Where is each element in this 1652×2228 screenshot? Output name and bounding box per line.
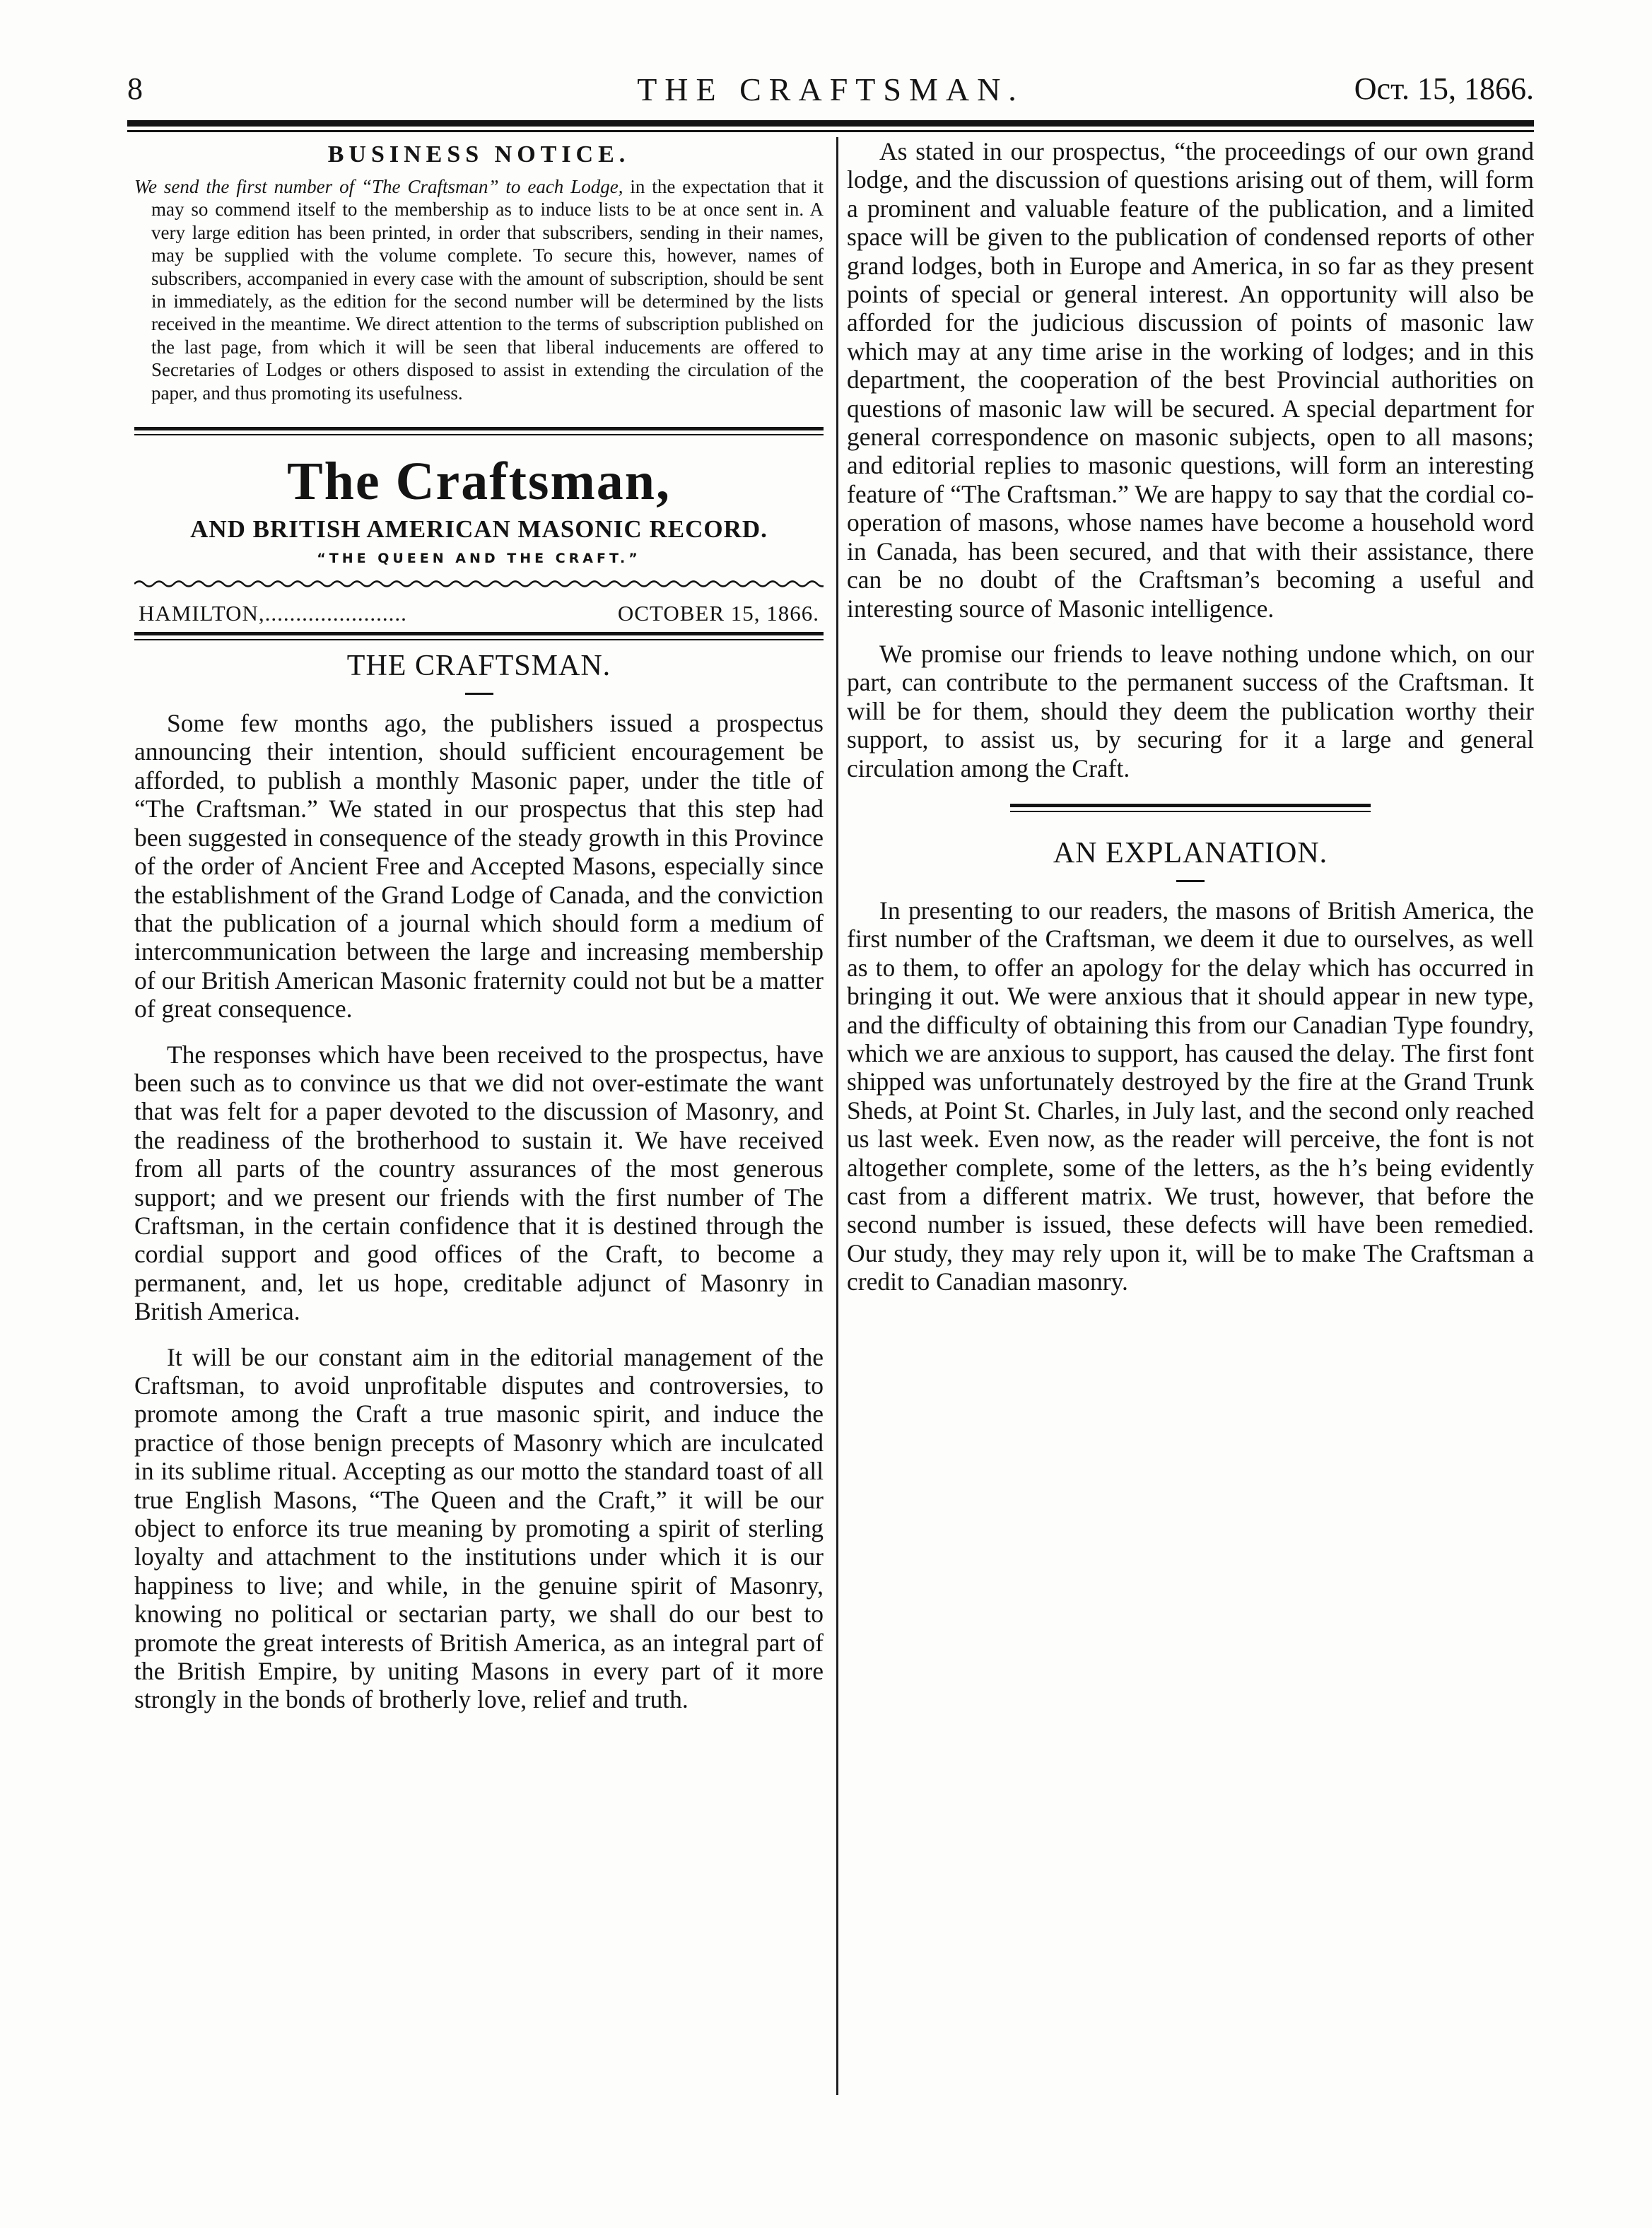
article-body-left [134, 709, 824, 1714]
article-body-explanation [847, 896, 1534, 1296]
masthead-bottom-rule [134, 632, 824, 640]
wavy-rule [134, 577, 824, 590]
paragraph: We promise our friends to leave nothing undone which, on our part, can contribute to the permanent success of the Craftsman. It will be for them, should they deem the publication worthy their support, to assist us, by securing for it a large and general circulation among the Craft. [847, 639, 1534, 782]
right-column [847, 137, 1534, 1313]
business-notice-title: BUSINESS NOTICE. [327, 141, 631, 168]
title-dash [465, 693, 493, 695]
title-dash [1176, 880, 1205, 882]
masthead-subtitle: AND BRITISH AMERICAN MASONIC RECORD. [190, 515, 768, 544]
page-number: 8 [127, 71, 143, 106]
dateline-date: OCTOBER 15, 1866. [617, 601, 819, 626]
paragraph: It will be our constant aim in the editorial management of the Craftsman, to avoid unprofitable disputes and controversies, to promote among the Craft a true masonic spirit, and induce the practice of those benign precepts of Masonry which are inculcated in its sublime ritual. Accepting as our motto the standard toast of all true English Masons, “The Queen and the Craft,” it will be our object to enforce its true meaning by promoting a spirit of sterling loyalty and attachment to the institutions under which it is our happiness to live; and while, in the genuine spirit of Masonry, knowing no political or sectarian party, we shall do our best to promote the great interests of British America, as an integral part of the British Empire, by uniting Masons in every part of it more strongly in the bonds of brotherly love, relief and truth. [134, 1342, 824, 1714]
masthead-top-rule [134, 427, 824, 435]
paragraph: In presenting to our readers, the masons of British America, the first number of the Craftsman, we deem it due to ourselves, as well as to them, to offer an apology for the delay which has occurred in bringing it out. We were anxious that it should appear in new type, and the difficulty of obtaining this from our Canadian Type foundry, which we are anxious to support, has caused the delay. The first font shipped was unfortunately destroyed by the fire at the Grand Trunk Sheds, at Point St. Charles, in July last, and the second only reached us last week. Even now, as the reader will perceive, the font is not altogether complete, some of the letters, as the h’s being evidently cast from a different matrix. We trust, however, that before the second number is issued, these defects will have been remedied. Our study, they may rely upon it, will be to make The Craftsman a credit to Canadian masonry. [847, 896, 1534, 1296]
masthead-motto: “THE QUEEN AND THE CRAFT.” [317, 551, 641, 567]
dateline [139, 601, 819, 626]
paragraph: Some few months ago, the publishers issued a prospectus announcing their intention, should sufficient encouragement be afforded, to publish a monthly Masonic paper, under the title of “The Craftsman.” We stated in our prospectus that this step had been suggested in consequence of the steady growth in this Province of the order of Ancient Free and Accepted Masons, especially since the establishment of the Grand Lodge of Canada, and the conviction that the publication of a journal which should form a medium of intercommunication between the large and increasing membership of our British American Masonic fraternity could not but be a matter of great consequence. [134, 709, 824, 1024]
column-divider [836, 137, 838, 2095]
running-head-date: Ocт. 15, 1866. [1354, 71, 1534, 106]
running-head-title: THE CRAFTSMAN. [637, 71, 1024, 107]
paragraph: The responses which have been received to the prospectus, have been such as to convince us that we did not over-estimate the want that was felt for a paper devoted to the discussion of Masonry, and the readiness of the brotherhood to sustain it. We have received from all parts of the country assurances of the most generous support; and we present our friends with the first number of The Craftsman, in the certain confidence that it is destined through the cordial support and good offices of the Craft, to become a permanent, and, let us hope, creditable adjunct of Masonry in British America. [134, 1040, 824, 1326]
header-rule [127, 120, 1534, 127]
business-notice-text: in the expectation that it may so commend itself to the membership as to induce lists to be at once sent in. A very large edition has been printed, in order that subscribers, sending in their names, may be supplied with the volume complete. To secure this, however, names of subscribers, accompanied in every case with the amount of subscription, should be sent in immediately, as the edition for the second number will be determined by the lists received in the meantime. We direct attention to the terms of subscription published on the last page, from which it will be seen that liberal inducements are offered to Secretaries of Lodges or others disposed to assist in extending the circulation of the paper, and thus promoting its usefulness. [151, 176, 824, 404]
article-title-craftsman: THE CRAFTSMAN. [346, 650, 611, 683]
article-title-explanation: AN EXPLANATION. [1053, 836, 1328, 869]
business-notice-body [134, 175, 824, 404]
left-column [134, 137, 824, 1714]
paragraph: As stated in our prospectus, “the proceedings of our own grand lodge, and the discussion of questions arising out of them, will form a prominent and valuable feature of the publication, and a limited space will be given to the publication of condensed reports of other grand lodges, both in Europe and America, in so far as they present points of special or general interest. An opportunity will also be afforded for the judicious discussion of points of masonic law which may at any time arise in the working of lodges; and in this department, the cooperation of the best Provincial authorities on questions of masonic law will be secured. A special department for general correspondence on masonic subjects, open to all masons; and editorial replies to masonic questions, will form an interesting feature of “The Craftsman.” We are happy to say that the cordial co-operation of masons, whose names have become a household word in Canada, has been secured, and that with their assistance, there can be no doubt of the Craftsman’s becoming a useful and interesting source of Masonic intelligence. [847, 137, 1534, 623]
article-body-right [847, 137, 1534, 782]
business-notice-lead: We send the first number of “The Craftsman” to each Lodge, [134, 176, 623, 197]
dateline-place: HAMILTON,....................... [139, 601, 407, 626]
header-rule-thin [127, 130, 1534, 132]
section-separator [1010, 804, 1371, 812]
masthead-name: The Craftsman, [286, 452, 672, 512]
running-head [127, 71, 1534, 120]
